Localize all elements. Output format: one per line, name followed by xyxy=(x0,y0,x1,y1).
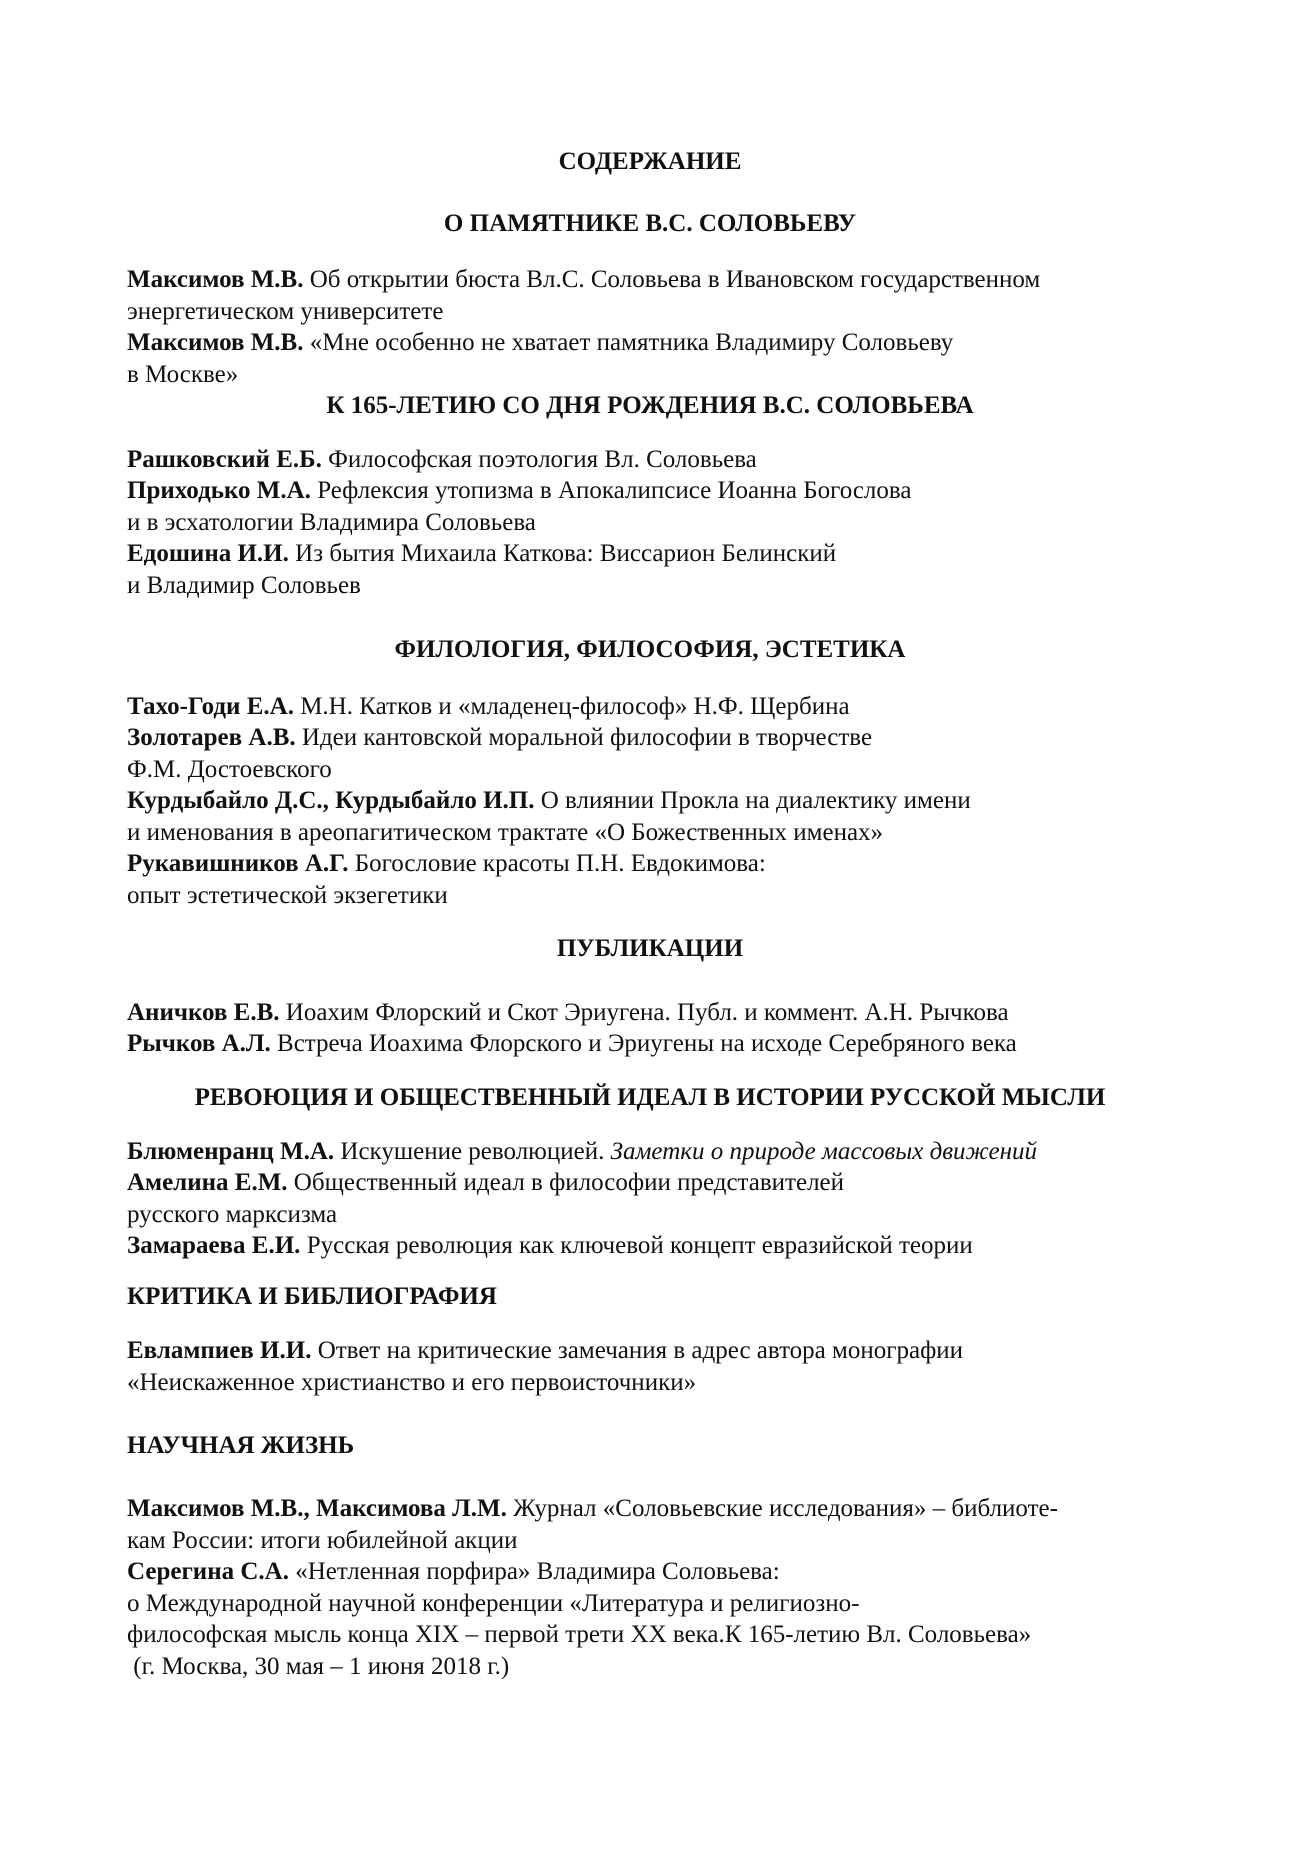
entry-title-continuation: Ф.М. Достоевского xyxy=(127,755,332,783)
entry-title: Из бытия Михаила Каткова: Виссарион Белинский xyxy=(295,540,837,567)
entry-title: М.Н. Катков и «младенец-философ» Н.Ф. Щербина xyxy=(300,693,850,720)
entry-title: О влиянии Прокла на диалектику имени xyxy=(540,787,971,814)
entry-title: Общественный идеал в философии представителей xyxy=(293,1169,845,1196)
section-heading: ФИЛОЛОГИЯ, ФИЛОСОФИЯ, ЭСТЕТИКА xyxy=(394,636,906,663)
entry-title: «Нетленная порфира» Владимира Соловьева: xyxy=(295,1558,780,1585)
toc-entry xyxy=(127,264,1187,327)
page-title: СОДЕРЖАНИЕ xyxy=(558,148,742,175)
toc-entry xyxy=(127,1335,1187,1398)
entry-title: Об открытии бюста Вл.С. Соловьева в Ивановском государственном xyxy=(309,266,1041,293)
entry-author: Рычков А.Л. xyxy=(127,1030,271,1057)
entry-author: Золотарев А.В. xyxy=(127,724,296,751)
section-heading: КРИТИКА И БИБЛИОГРАФИЯ xyxy=(127,1283,497,1310)
toc-entry xyxy=(127,1167,1187,1230)
entry-author: Едошина И.И. xyxy=(127,540,289,567)
toc-entry xyxy=(127,1493,1187,1556)
section-heading: НАУЧНАЯ ЖИЗНЬ xyxy=(127,1432,355,1459)
entry-title: Идеи кантовской моральной философии в творчестве xyxy=(301,724,873,751)
toc-entry xyxy=(127,1556,1187,1682)
entry-author: Рашковский Е.Б. xyxy=(127,446,322,473)
section-heading: К 165-ЛЕТИЮ СО ДНЯ РОЖДЕНИЯ В.С. СОЛОВЬЕВА xyxy=(326,392,974,419)
entry-title: Ответ на критические замечания в адрес автора монографии xyxy=(317,1337,964,1364)
toc-entry xyxy=(127,691,1187,723)
entry-title-continuation: философская мысль конца XIX – первой трети XX века.К 165-летию Вл. Соловьева» xyxy=(127,1621,1032,1648)
entry-author: Евлампиев И.И. xyxy=(127,1337,312,1364)
entry-title-continuation: и Владимир Соловьев xyxy=(127,571,361,599)
entry-title: Русская революция как ключевой концепт евразийской теории xyxy=(306,1232,973,1259)
entry-title-continuation: энергетическом университете xyxy=(127,297,444,325)
toc-entry xyxy=(127,327,1187,390)
toc-entry xyxy=(127,722,1187,785)
toc-entry xyxy=(127,785,1187,848)
section-heading: О ПАМЯТНИКЕ В.С. СОЛОВЬЕВУ xyxy=(443,210,857,237)
entry-author: Максимов М.В. xyxy=(127,329,304,356)
entry-author: Рукавишников А.Г. xyxy=(127,850,349,877)
entry-subtitle: Заметки о природе массовых движений xyxy=(610,1138,1037,1165)
entry-title: Искушение революцией. xyxy=(340,1138,605,1165)
toc-entry xyxy=(127,1230,1187,1262)
entry-title: Иоахим Флорский и Скот Эриугена. Публ. и коммент. А.Н. Рычкова xyxy=(285,999,1009,1026)
section-heading: РЕВОЮЦИЯ И ОБЩЕСТВЕННЫЙ ИДЕАЛ В ИСТОРИИ РУССКОЙ МЫСЛИ xyxy=(194,1084,1106,1111)
entry-title: Рефлексия утопизма в Апокалипсисе Иоанна Богослова xyxy=(317,477,912,504)
entry-author: Приходько М.А. xyxy=(127,477,311,504)
entry-title-continuation: о Международной научной конференции «Литература и религиозно- xyxy=(127,1589,860,1617)
entry-title-continuation: и именования в ареопагитическом трактате «О Божественных именах» xyxy=(127,818,884,846)
toc-entry xyxy=(127,1136,1187,1168)
entry-author: Амелина Е.М. xyxy=(127,1169,288,1196)
entry-author: Максимов М.В., Максимова Л.М. xyxy=(127,1495,507,1522)
entry-title-continuation: «Неискаженное христианство и его первоисточники» xyxy=(127,1368,697,1396)
entry-author: Замараева Е.И. xyxy=(127,1232,301,1259)
entry-author: Курдыбайло Д.С., Курдыбайло И.П. xyxy=(127,787,535,814)
entry-author: Серегина С.А. xyxy=(127,1558,289,1585)
entry-title-continuation: (г. Москва, 30 мая – 1 июня 2018 г.) xyxy=(127,1652,510,1680)
toc-entry xyxy=(127,997,1187,1029)
toc-entry xyxy=(127,848,1187,911)
toc-entry xyxy=(127,475,1187,538)
entry-author: Блюменранц М.А. xyxy=(127,1138,335,1165)
entry-title: «Мне особенно не хватает памятника Владимиру Соловьеву xyxy=(309,329,954,356)
entry-title-continuation: в Москве» xyxy=(127,360,239,388)
toc-entry xyxy=(127,1028,1187,1060)
entry-title-continuation: опыт эстетической экзегетики xyxy=(127,881,448,909)
entry-title-continuation: русского марксизма xyxy=(127,1200,338,1228)
entry-title-continuation: кам России: итоги юбилейной акции xyxy=(127,1526,518,1554)
entry-title: Богословие красоты П.Н. Евдокимова: xyxy=(354,850,766,877)
entry-author: Максимов М.В. xyxy=(127,266,304,293)
entry-title: Встреча Иоахима Флорского и Эриугены на исходе Серебряного века xyxy=(277,1030,1017,1057)
entry-title-continuation: и в эсхатологии Владимира Соловьева xyxy=(127,508,536,536)
entry-author: Аничков Е.В. xyxy=(127,999,280,1026)
entry-author: Тахо-Годи Е.А. xyxy=(127,693,294,720)
entry-title: Философская поэтология Вл. Соловьева xyxy=(328,446,757,473)
section-heading: ПУБЛИКАЦИИ xyxy=(556,935,744,962)
entry-title: Журнал «Соловьевские исследования» – библиоте- xyxy=(513,1495,1058,1522)
toc-entry xyxy=(127,444,1187,476)
toc-entry xyxy=(127,538,1187,601)
